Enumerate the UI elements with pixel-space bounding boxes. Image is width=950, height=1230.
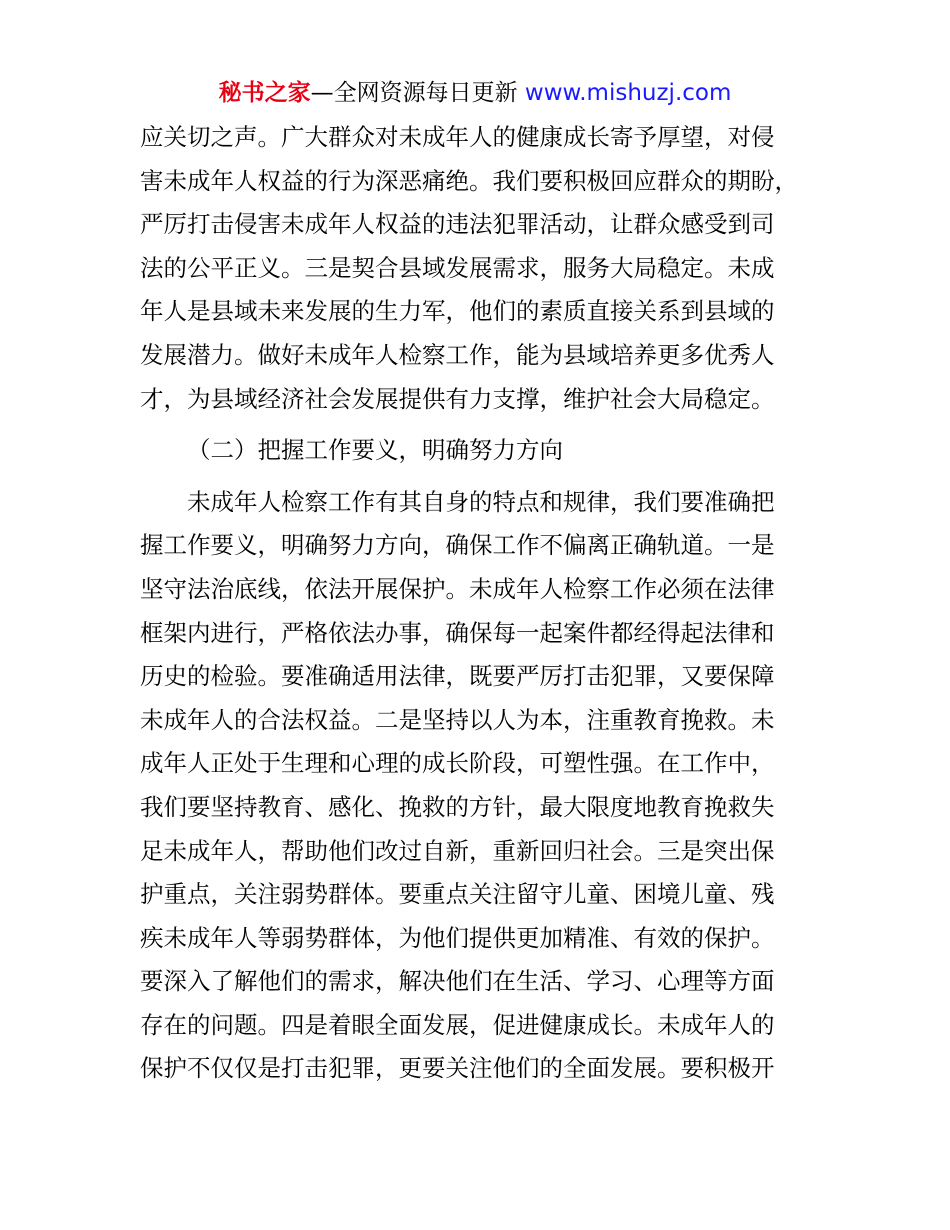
text-line: 成年人正处于生理和心理的成长阶段，可塑性强。在工作中， — [140, 749, 775, 778]
text-line: 框架内进行，严格依法办事，确保每一起案件都经得起法律和 — [140, 618, 775, 647]
text-line: 疾未成年人等弱势群体，为他们提供更加精准、有效的保护。 — [140, 923, 775, 952]
paragraph-gap — [140, 473, 820, 481]
text-line: 严厉打击侵害未成年人权益的违法犯罪活动，让群众感受到司 — [140, 210, 775, 239]
text-line: 我们要坚持教育、感化、挽救的方针，最大限度地教育挽救失 — [140, 792, 775, 821]
text-line: 才，为县域经济社会发展提供有力支撑，维护社会大局稳定。 — [140, 384, 775, 413]
text-line: 未成年人检察工作有其自身的特点和规律，我们要准确把 — [187, 487, 775, 516]
text-line: 要深入了解他们的需求，解决他们在生活、学习、心理等方面 — [140, 967, 775, 996]
text-line: 法的公平正义。三是契合县域发展需求，服务大局稳定。未成 — [140, 253, 775, 282]
paragraph-gap — [140, 421, 820, 429]
text-line: 害未成年人权益的行为深恶痛绝。我们要积极回应群众的期盼， — [140, 166, 798, 195]
text-line: 足未成年人，帮助他们改过自新，重新回归社会。三是突出保 — [140, 836, 775, 865]
text-line: 历史的检验。要准确适用法律，既要严厉打击犯罪，又要保障 — [140, 662, 775, 691]
text-line: 握工作要义，明确努力方向，确保工作不偏离正确轨道。一是 — [140, 531, 775, 560]
section-heading: （二）把握工作要义，明确努力方向 — [187, 436, 563, 465]
text-line: 年人是县域未来发展的生力军，他们的素质直接关系到县域的 — [140, 297, 775, 326]
paragraph-2 — [140, 481, 820, 1091]
header-url[interactable]: www.mishuzj.com — [524, 80, 732, 106]
header-slogan: —全网资源每日更新 — [310, 80, 525, 106]
text-line: 发展潜力。做好未成年人检察工作，能为县域培养更多优秀人 — [140, 340, 775, 369]
text-line: 存在的问题。四是着眼全面发展，促进健康成长。未成年人的 — [140, 1010, 775, 1039]
paragraph-1 — [140, 116, 820, 421]
text-line: 护重点，关注弱势群体。要重点关注留守儿童、困境儿童、残 — [140, 880, 775, 909]
text-line: 保护不仅仅是打击犯罪，更要关注他们的全面发展。要积极开 — [140, 1054, 775, 1083]
text-line: 应关切之声。广大群众对未成年人的健康成长寄予厚望，对侵 — [140, 123, 775, 151]
text-line: 未成年人的合法权益。二是坚持以人为本，注重教育挽救。未 — [140, 705, 775, 734]
page-header — [0, 76, 950, 110]
document-body — [140, 116, 820, 1091]
header-brand: 秘书之家 — [218, 80, 311, 106]
text-line: 坚守法治底线，依法开展保护。未成年人检察工作必须在法律 — [140, 574, 775, 603]
